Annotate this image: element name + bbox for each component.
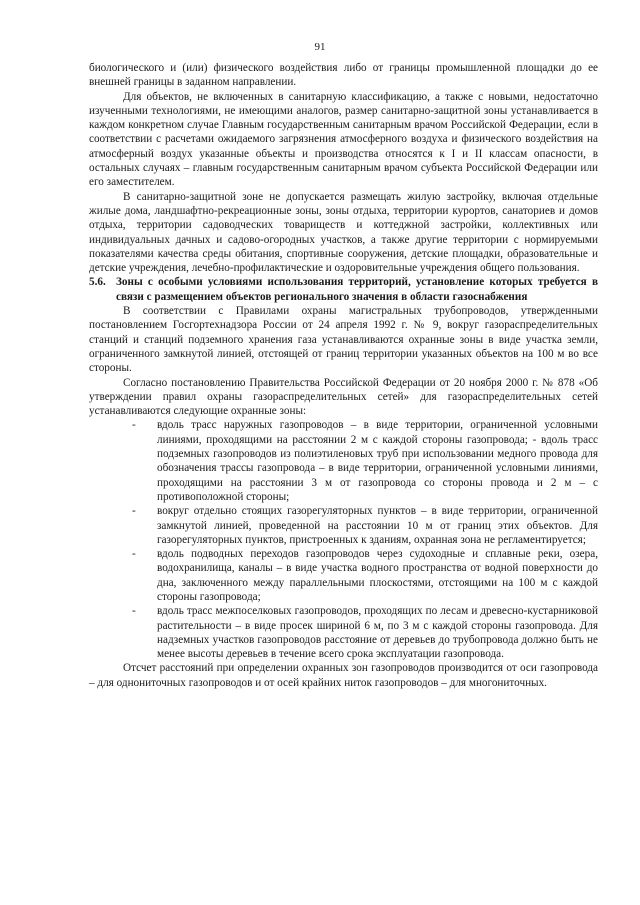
section-number: 5.6.: [89, 276, 106, 289]
list-item-text: вдоль трасс наружных газопроводов – в виде территории, ограниченной условными линиями, проходящими на расстоянии 2 м с каждой стороны газопровода; - вдоль трасс подземных газопроводов из полиэтиленовых труб при использовании медного провода для обозначения трассы газопровода – в виде территории, ограниченной условными линиями, проходящими на расстоянии 3 м от газопровода со стороны провода и 2 м – с противоположной стороны;: [157, 419, 598, 503]
list-marker: -: [132, 605, 136, 618]
paragraph: биологического и (или) физического воздействия либо от границы промышленной площадки до ее внешней границы в заданном направлении.: [89, 62, 598, 89]
list-item-text: вдоль трасс межпоселковых газопроводов, проходящих по лесам и древесно-кустарниковой растительности – в виде просек шириной 6 м, по 3 м с каждой стороны газопровода. Для надземных участков газопроводов расстояние от деревьев до трубопровода должно быть не менее высоты деревьев в течение всего срока эксплуатации газопровода.: [157, 605, 598, 661]
list-item: [89, 604, 598, 661]
page-number: 91: [314, 41, 326, 53]
list-item: [89, 504, 598, 547]
list-marker: -: [132, 505, 136, 518]
section-heading: [89, 275, 598, 304]
paragraph: В соответствии с Правилами охраны магистральных трубопроводов, утвержденными постановлением Госгортехнадзора России от 24 апреля 1992 г. № 9, вокруг газораспределительных станций и станций подземного хранения газа устанавливаются охранные зоны в виде участка земли, ограниченного замкнутой линией, отстоящей от границ территории указанных объектов на 100 м во все стороны.: [89, 305, 598, 375]
paragraph: Согласно постановлению Правительства Российской Федерации от 20 ноября 2000 г. № 878 «Об утверждении правил охраны газораспределительных сетей» для газораспределительных сетей устанавливаются следующие охранные зоны:: [89, 376, 598, 418]
paragraph: В санитарно-защитной зоне не допускается размещать жилую застройку, включая отдельные жилые дома, ландшафтно-рекреационные зоны, зоны отдыха, территории курортов, санаториев и домов отдыха, территории садоводческих товариществ и коттеджной застройки, коллективных или индивидуальных дачных и садово-огородных участков, а также другие территории с нормируемыми показателями качества среды обитания, спортивные сооружения, детские площадки, образовательные и детские учреждения, лечебно-профилактические и оздоровительные учреждения общего пользования.: [89, 190, 598, 275]
paragraph: Отсчет расстояний при определении охранных зон газопроводов производится от оси газопровода – для однониточных газопроводов и от осей крайних ниток газопроводов – для многониточных.: [89, 662, 598, 689]
protection-zone-list: [89, 418, 598, 661]
document-body: [89, 61, 598, 690]
list-item: [89, 418, 598, 504]
list-item: [89, 547, 598, 604]
paragraph: Для объектов, не включенных в санитарную классификацию, а также с новыми, недостаточно изученными технологиями, не имеющими аналогов, размер санитарно-защитной зоны устанавливается в каждом конкретном случае Главным государственным санитарным врачом Российской Федерации, если в соответствии с расчетами ожидаемого загрязнения атмосферного воздуха и физического воздействия на атмосферный воздух указанные объекты и производства относятся к I и II классам опасности, в остальных случаях – главным государственным санитарным врачом субъекта Российской Федерации или его заместителем.: [89, 90, 598, 189]
section-title: Зоны с особыми условиями использования территорий, установление которых требуется в связи с размещением объектов регионального значения в области газоснабжения: [116, 276, 598, 303]
list-marker: -: [132, 548, 136, 561]
list-marker: -: [132, 419, 136, 432]
list-item-text: вокруг отдельно стоящих газорегуляторных пунктов – в виде территории, ограниченной замкнутой линией, проведенной на расстоянии 10 м от границ этих объектов. Для газорегуляторных пунктов, пристроенных к зданиям, охранная зона не регламентируется;: [157, 505, 598, 546]
list-item-text: вдоль подводных переходов газопроводов через судоходные и сплавные реки, озера, водохранилища, каналы – в виде участка водного пространства от водной поверхности до дна, заключенного между параллельными плоскостями, отстоящими на 100 м с каждой стороны газопровода;: [157, 548, 598, 603]
